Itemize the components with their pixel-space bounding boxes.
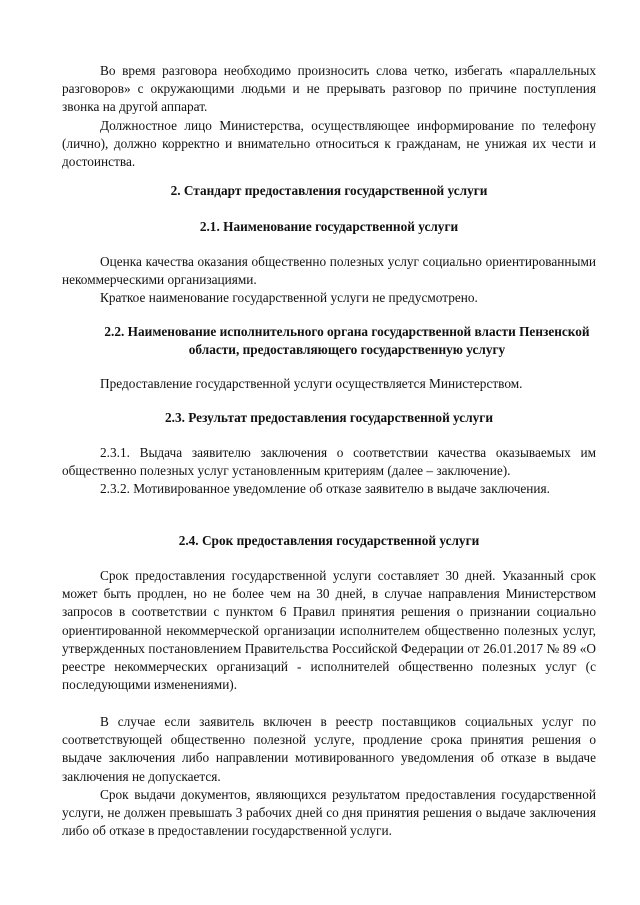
paragraph-term: Срок предоставления государственной услуги составляет 30 дней. Указанный срок может быть продлен, но не более чем на 30 дней, в случае направления Министерством запросов в соответствии с пунктом 6 Правил принятия решения о признании социально ориентированной некоммерческой организации исполнителем общественно полезных услуг, утвержденных постановлением Правительства Российской Федерации от 26.01.2017 № 89 «О реестре некоммерческих организаций - исполнителей общественно полезных услуг (с последующими изменениями). xyxy=(62,568,596,693)
paragraph-service-name: Оценка качества оказания общественно полезных услуг социально ориентированными некоммерческими организациями. xyxy=(62,254,596,288)
paragraph-phone-conversation: Во время разговора необходимо произносить слова четко, избегать «параллельных разговоров» с окружающими людьми и не прерывать разговор по причине поступления звонка на другой аппарат. xyxy=(62,63,596,115)
subsection-heading-2-1: 2.1. Наименование государственной услуги xyxy=(199,219,459,234)
section-heading-2: 2. Стандарт предоставления государственной услуги xyxy=(170,183,488,198)
subsection-heading-2-3: 2.3. Результат предоставления государственной услуги xyxy=(164,410,494,425)
paragraph-issue-term: Срок выдачи документов, являющихся результатом предоставления государственной услуги, не должен превышать 3 рабочих дней со дня принятия решения о выдаче заключения либо об отказе в предоставлении государственной услуги. xyxy=(62,787,596,839)
paragraph-official-conduct: Должностное лицо Министерства, осуществляющее информирование по телефону (лично), должно корректно и внимательно относиться к гражданам, не унижая их чести и достоинства. xyxy=(62,118,596,170)
subsection-heading-2-4: 2.4. Срок предоставления государственной услуги xyxy=(178,533,480,548)
subsection-heading-2-2: 2.2. Наименование исполнительного органа государственной власти Пензенской области, предоставляющего государственную услугу xyxy=(104,324,590,358)
paragraph-result-2-3-1: 2.3.1. Выдача заявителю заключения о соответствии качества оказываемых им общественно полезных услуг установленным критериям (далее – заключение). xyxy=(62,445,596,479)
paragraph-registry-case: В случае если заявитель включен в реестр поставщиков социальных услуг по соответствующей общественно полезной услуге, продление срока принятия решения о выдаче заключения либо направлении мотивированного уведомления об отказе в выдаче заключения не допускается. xyxy=(62,714,596,784)
paragraph-provider: Предоставление государственной услуги осуществляется Министерством. xyxy=(100,376,523,391)
paragraph-short-name: Краткое наименование государственной услуги не предусмотрено. xyxy=(100,290,478,305)
paragraph-result-2-3-2: 2.3.2. Мотивированное уведомление об отказе заявителю в выдаче заключения. xyxy=(100,481,550,496)
